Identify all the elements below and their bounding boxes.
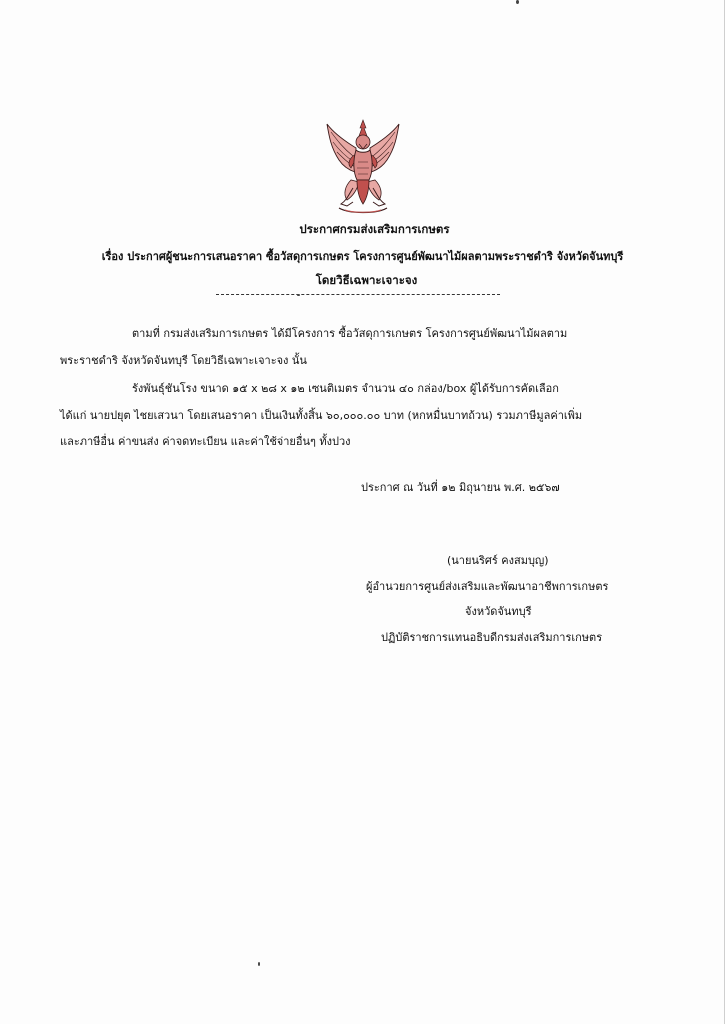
signer-province: จังหวัดจันทบุรี <box>465 605 532 618</box>
body-line-1: ตามที่ กรมส่งเสริมการเกษตร ได้มีโครงการ ซื้อวัสดุการเกษตร โครงการศูนย์พัฒนาไม้ผลตาม <box>132 327 568 340</box>
signer-position: ผู้อำนวยการศูนย์ส่งเสริมและพัฒนาอาชีพการเกษตร <box>366 580 609 593</box>
separator-line <box>216 294 500 295</box>
body-line-2: พระราชดำริ จังหวัดจันทบุรี โดยวิธีเฉพาะเจาะจง นั้น <box>60 354 307 367</box>
method-heading: โดยวิธีเฉพาะเจาะจง <box>315 273 418 287</box>
scan-speck <box>297 294 300 296</box>
scan-speck <box>516 0 519 4</box>
garuda-emblem-icon <box>323 118 403 216</box>
scan-speck <box>258 962 260 966</box>
announcement-date: ประกาศ ณ วันที่ ๑๒ มิถุนายน พ.ศ. ๒๕๖๗ <box>361 481 560 494</box>
body-line-3: รังพันธุ์ชันโรง ขนาด ๑๕ x ๒๘ x ๑๒ เซนติเมตร จำนวน ๔๐ กล่อง/box ผู้ได้รับการคัดเลือก <box>132 382 559 395</box>
subject-heading: เรื่อง ประกาศผู้ชนะการเสนอราคา ซื้อวัสดุการเกษตร โครงการศูนย์พัฒนาไม้ผลตามพระราชดำริ จังหวัดจันทบุรี <box>101 250 624 263</box>
body-line-5: และภาษีอื่น ค่าขนส่ง ค่าจดทะเบียน และค่าใช้จ่ายอื่นๆ ทั้งปวง <box>60 435 351 448</box>
body-line-4: ได้แก่ นายปยุต ไชยเสวนา โดยเสนอราคา เป็นเงินทั้งสิ้น ๖๐,๐๐๐.๐๐ บาท (หกหมื่นบาทถ้วน) รวมภาษีมูลค่าเพิ่ม <box>60 409 583 422</box>
signer-name: (นายนริศร์ คงสมบุญ) <box>447 554 549 567</box>
agency-title: ประกาศกรมส่งเสริมการเกษตร <box>299 222 450 236</box>
signer-acting-for: ปฏิบัติราชการแทนอธิบดีกรมส่งเสริมการเกษตร <box>381 631 603 644</box>
